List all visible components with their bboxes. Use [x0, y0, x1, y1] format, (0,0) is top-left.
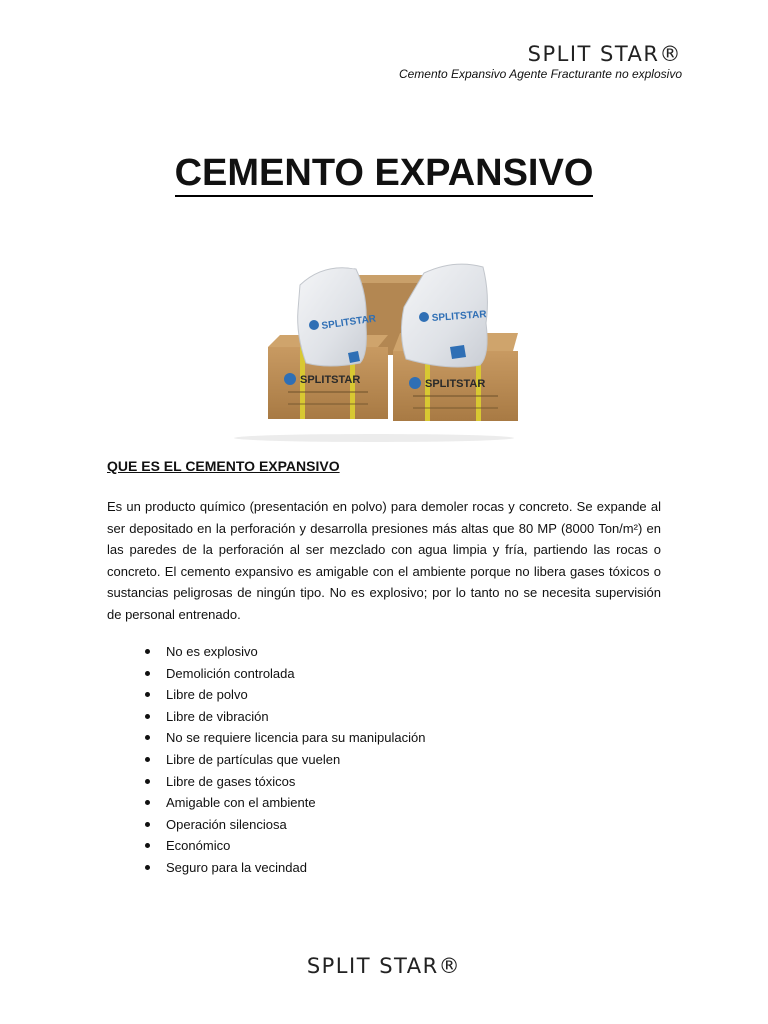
- features-list: [145, 641, 425, 879]
- right-box-label: SPLITSTAR: [425, 378, 486, 390]
- right-bag-label: SPLITSTAR: [431, 309, 487, 324]
- list-item: Libre de polvo: [145, 684, 425, 706]
- list-item: Libre de partículas que vuelen: [145, 749, 425, 771]
- list-item: Libre de vibración: [145, 706, 425, 728]
- floor-shadow: [234, 434, 514, 442]
- left-box-label: SPLITSTAR: [300, 374, 361, 386]
- header-tagline: Cemento Expansivo Agente Fracturante no explosivo: [398, 67, 682, 81]
- list-item: No se requiere licencia para su manipulación: [145, 727, 425, 749]
- list-item: Seguro para la vecindad: [145, 857, 425, 879]
- list-item: Demolición controlada: [145, 663, 425, 685]
- header-brand-logo: SPLIT STAR®: [527, 42, 682, 66]
- list-item: Operación silenciosa: [145, 814, 425, 836]
- list-item: No es explosivo: [145, 641, 425, 663]
- list-item: Amigable con el ambiente: [145, 792, 425, 814]
- section-heading: QUE ES EL CEMENTO EXPANSIVO: [107, 458, 340, 474]
- list-item: Libre de gases tóxicos: [145, 771, 425, 793]
- page-title-text: CEMENTO EXPANSIVO: [175, 152, 594, 197]
- left-bag-label: SPLITSTAR: [320, 313, 377, 332]
- product-boxes-and-bags-image: [228, 255, 520, 445]
- list-item: Económico: [145, 835, 425, 857]
- description-paragraph: Es un producto químico (presentación en polvo) para demoler rocas y concreto. Se expande al ser depositado en la perforación y desarrolla presiones más altas que 80 MP (8000 Ton/m²) en las paredes de la perforación al ser mezclado con agua limpia y fría, partiendo las rocas o concreto. El cemento expansivo es amigable con el ambiente porque no libera gases tóxicos o sustancias peligrosas de ningún tipo. No es explosivo; por lo tanto no se necesita supervisión de personal entrenado.: [107, 499, 661, 622]
- page-title: [0, 152, 768, 195]
- footer-brand-logo: SPLIT STAR®: [306, 954, 462, 978]
